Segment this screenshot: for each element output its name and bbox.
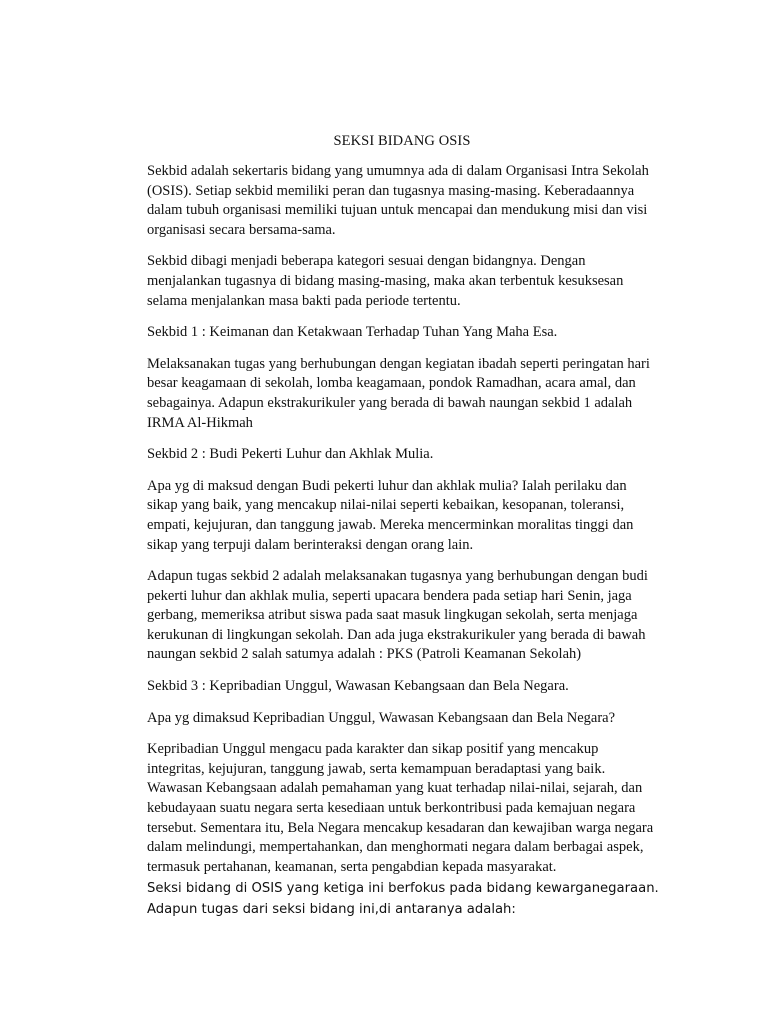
heading-sekbid-3: Sekbid 3 : Kepribadian Unggul, Wawasan Kebangsaan dan Bela Negara. xyxy=(147,678,569,695)
document-body xyxy=(147,133,657,889)
paragraph-sekbid-2-tasks: Adapun tugas sekbid 2 adalah melaksanakan tugasnya yang berhubungan dengan budi pekerti luhur dan akhlak mulia, seperti upacara bendera pada setiap hari Senin, jaga gerbang, memeriksa atribut siswa pada saat masuk lingkugan sekolah, serta menjaga kerukunan di lingkungan sekolah. Dan ada juga ekstrakurikuler yang berada di bawah naungan sekbid 2 salah satumya adalah : PKS (Patroli Keamanan Sekolah) xyxy=(147,568,648,663)
paragraph-sekbid-3: Kepribadian Unggul mengacu pada karakter dan sikap positif yang mencakup integritas, kejujuran, tanggung jawab, serta kemampuan beradaptasi yang baik. Wawasan Kebangsaan adalah pemahaman yang kuat terhadap nilai-nilai, sejarah, dan kebudayaan suatu negara serta kesediaan untuk berkontribusi pada kemajuan negara tersebut. Sementara itu, Bela Negara mencakup kesadaran dan kewajiban warga negara dalam melindungi, mempertahankan, dan menghormati negara dalam berbagai aspek, termasuk pertahanan, keamanan, serta pengabdian kepada masyarakat. xyxy=(147,741,654,875)
paragraph-sekbid-3-tasks: Seksi bidang di OSIS yang ketiga ini berfokus pada bidang kewarganegaraan. Adapun tugas dari seksi bidang ini,di antaranya adalah: xyxy=(147,881,659,917)
paragraph-sekbid-1: Melaksanakan tugas yang berhubungan dengan kegiatan ibadah seperti peringatan hari besar keagamaan di sekolah, lomba keagamaan, pondok Ramadhan, acara amal, dan sebagainya. Adapun ekstrakurikuler yang berada di bawah naungan sekbid 1 adalah IRMA Al-Hikmah xyxy=(147,355,650,431)
heading-sekbid-2: Sekbid 2 : Budi Pekerti Luhur dan Akhlak Mulia. xyxy=(147,446,434,463)
question-sekbid-3: Apa yg dimaksud Kepribadian Unggul, Wawasan Kebangsaan dan Bela Negara? xyxy=(147,709,616,726)
paragraph-sekbid-2-meaning: Apa yg di maksud dengan Budi pekerti luhur dan akhlak mulia? Ialah perilaku dan sikap yang baik, yang mencakup nilai-nilai seperti kebaikan, kesopanan, toleransi, empati, kejujuran, dan tanggung jawab. Mereka mencerminkan moralitas tinggi dan sikap yang terpuji dalam berinteraksi dengan orang lain. xyxy=(147,477,634,553)
paragraph-categories: Sekbid dibagi menjadi beberapa kategori sesuai dengan bidangnya. Dengan menjalankan tugasnya di bidang masing-masing, maka akan terbentuk kesuksesan selama menjalankan masa bakti pada periode tertentu. xyxy=(147,253,624,309)
paragraph-intro: Sekbid adalah sekertaris bidang yang umumnya ada di dalam Organisasi Intra Sekolah (OSIS). Setiap sekbid memiliki peran dan tugasnya masing-masing. Keberadaannya dalam tubuh organisasi memiliki tujuan untuk mencapai dan mendukung misi dan visi organisasi secara bersama-sama. xyxy=(147,163,649,238)
document-title: SEKSI BIDANG OSIS xyxy=(333,133,471,149)
heading-sekbid-1: Sekbid 1 : Keimanan dan Ketakwaan Terhadap Tuhan Yang Maha Esa. xyxy=(147,324,558,341)
